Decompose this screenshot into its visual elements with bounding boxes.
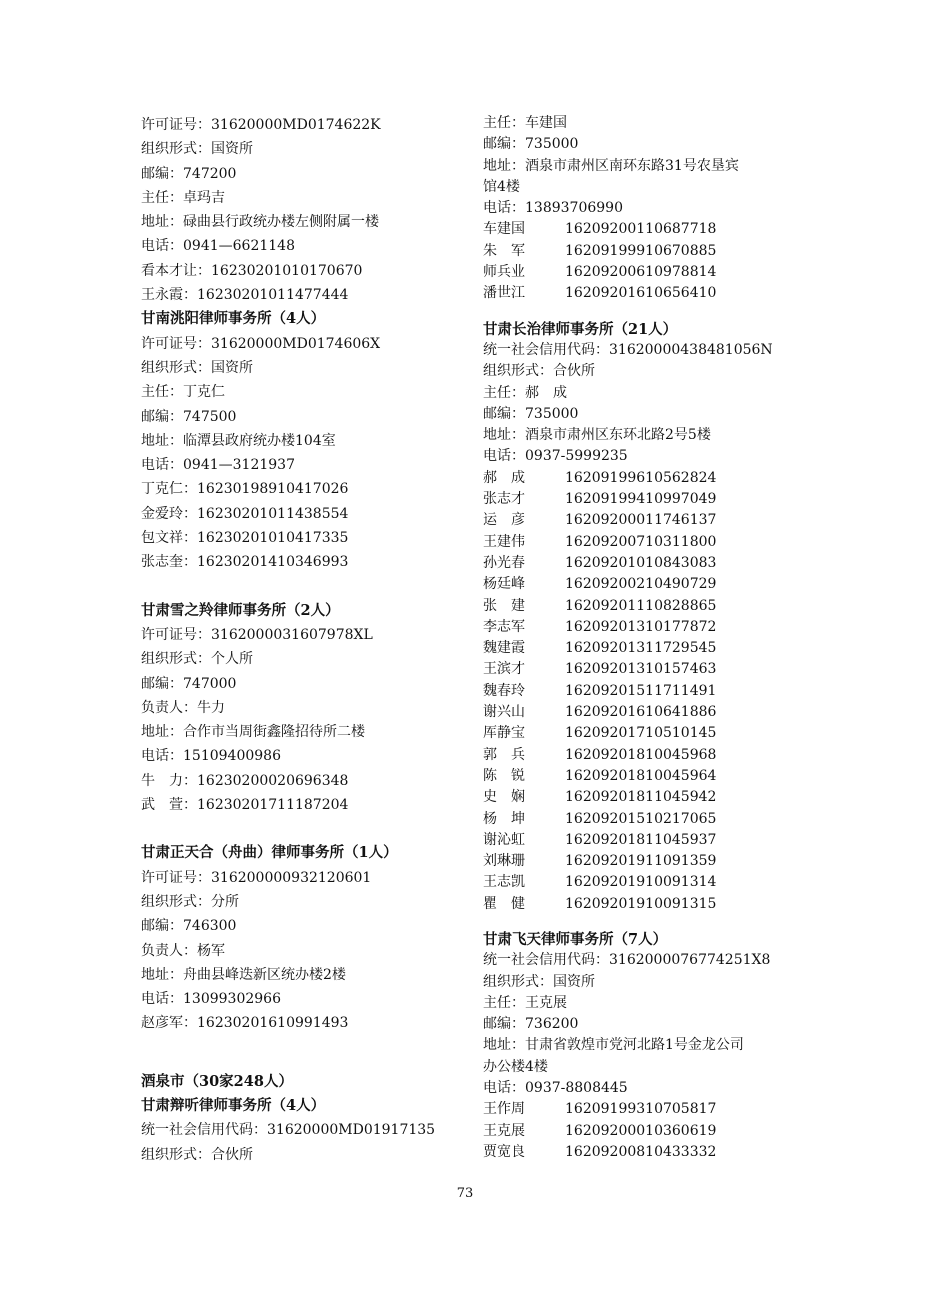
info-line: 邮编：735000	[483, 136, 579, 153]
member-license: 16209200710311800	[565, 533, 717, 550]
member-name: 孙光春	[483, 554, 525, 571]
member-name: 杨 坤	[483, 810, 525, 827]
member-name: 张志才	[483, 491, 525, 508]
member-row	[483, 1121, 813, 1142]
info-line: 邮编：747500	[141, 408, 237, 425]
info-line: 组织形式：分所	[141, 893, 239, 910]
info-line: 负责人：牛力	[141, 699, 225, 716]
info-line: 主任：卓玛吉	[141, 189, 225, 206]
member-license: 16209201810045968	[565, 746, 717, 763]
info-line: 牛 力：16230200020696348	[141, 772, 349, 789]
member-row	[483, 241, 813, 262]
left-column	[141, 113, 461, 1167]
info-line: 地址：舟曲县峰迭新区统办楼2楼	[141, 966, 346, 983]
info-line: 地址：合作市当周街鑫隆招待所二楼	[141, 724, 365, 741]
member-license: 16209201310177872	[565, 618, 717, 635]
info-line: 许可证号：31620000MD0174622K	[141, 117, 381, 133]
member-license: 16209201811045937	[565, 831, 717, 848]
info-line: 电话：13099302966	[141, 991, 281, 1008]
member-name: 谢兴山	[483, 704, 525, 721]
member-license: 16209200011746137	[565, 512, 717, 529]
info-line: 张志奎：16230201410346993	[141, 554, 349, 571]
member-license: 16209201610641886	[565, 704, 717, 721]
member-name: 郭 兵	[483, 746, 525, 763]
member-name: 魏春玲	[483, 682, 525, 699]
member-license: 16209201811045942	[565, 789, 717, 806]
member-license: 16209199610562824	[565, 469, 717, 486]
info-line: 邮编：747200	[141, 165, 237, 182]
member-license: 16209201310157463	[565, 661, 717, 678]
info-line: 许可证号：3162000031607978XL	[141, 626, 373, 643]
member-license: 16209200110687718	[565, 221, 717, 238]
member-license: 16209201510217065	[565, 810, 717, 827]
member-row	[483, 510, 813, 531]
member-name: 杨廷峰	[483, 576, 525, 593]
info-line: 组织形式：个人所	[141, 651, 253, 668]
info-line: 办公楼4楼	[483, 1058, 548, 1075]
member-row	[483, 702, 813, 723]
member-row	[483, 617, 813, 638]
member-name: 张 建	[483, 597, 525, 614]
info-line: 许可证号：316200000932120601	[141, 869, 372, 886]
member-row	[483, 638, 813, 659]
member-license: 16209201910091315	[565, 895, 717, 912]
info-line: 电话：0937-5999235	[483, 448, 628, 465]
firm-heading: 甘肃正天合（舟曲）律师事务所（1人）	[141, 844, 398, 862]
member-license: 16209199910670885	[565, 242, 717, 259]
member-license: 16209199310705817	[565, 1101, 717, 1118]
info-line: 电话：0937-8808445	[483, 1080, 628, 1097]
member-row	[483, 532, 813, 553]
info-line: 组织形式：合伙所	[141, 1146, 253, 1163]
member-name: 车建国	[483, 221, 525, 238]
member-name: 刘琳珊	[483, 853, 525, 870]
member-row	[483, 723, 813, 744]
info-line: 邮编：747000	[141, 675, 237, 692]
member-license: 16209200610978814	[565, 264, 717, 281]
member-license: 16209201311729545	[565, 640, 717, 657]
firm-block-continued	[141, 113, 461, 307]
city-heading: 酒泉市（30家248人）	[141, 1072, 293, 1090]
member-row	[483, 745, 813, 766]
member-row	[483, 894, 813, 915]
member-row	[483, 809, 813, 830]
info-line: 看本才让：16230201010170670	[141, 262, 363, 279]
member-license: 16209201010843083	[565, 554, 717, 571]
info-line: 电话：15109400986	[141, 748, 281, 765]
member-name: 陈 锐	[483, 767, 525, 784]
member-row	[483, 219, 813, 240]
info-line: 地址：酒泉市肃州区东环北路2号5楼	[483, 427, 711, 444]
member-license: 16209200010360619	[565, 1122, 717, 1139]
info-line: 组织形式：合伙所	[483, 363, 595, 380]
info-line: 包文祥：16230201010417335	[141, 530, 349, 547]
member-row	[483, 659, 813, 680]
member-name: 谢沁虹	[483, 831, 525, 848]
info-line: 主任：郝 成	[483, 384, 567, 401]
info-line: 馆4楼	[483, 178, 520, 195]
member-name: 贾宽良	[483, 1143, 525, 1160]
firm-block-zhengtianhe	[141, 841, 461, 1035]
member-name: 运 彦	[483, 512, 525, 529]
page-number: 73	[456, 1186, 474, 1201]
member-license: 16209201810045964	[565, 767, 717, 784]
info-line: 组织形式：国资所	[141, 141, 253, 158]
firm-heading: 甘肃雪之羚律师事务所（2人）	[141, 601, 340, 619]
member-name: 魏建霞	[483, 640, 525, 657]
info-line: 电话：0941—3121937	[141, 457, 295, 474]
member-name: 王作周	[483, 1101, 525, 1118]
member-row	[483, 1142, 813, 1163]
info-line: 组织形式：国资所	[483, 973, 595, 990]
firm-block-bianting	[141, 1094, 461, 1167]
info-line: 主任：丁克仁	[141, 384, 225, 401]
member-name: 王滨才	[483, 661, 525, 678]
info-line: 武 萱：16230201711187204	[141, 797, 349, 814]
member-license: 16209201911091359	[565, 853, 717, 870]
info-line: 金爱玲：16230201011438554	[141, 505, 349, 522]
member-row	[483, 553, 813, 574]
info-line: 主任：王克展	[483, 994, 567, 1011]
member-license: 16209201710510145	[565, 725, 717, 742]
info-line: 邮编：735000	[483, 405, 579, 422]
info-line: 负责人：杨军	[141, 942, 225, 959]
info-line: 电话：0941—6621148	[141, 238, 295, 255]
firm-heading: 甘肃飞天律师事务所（7人）	[483, 930, 668, 948]
info-line: 邮编：746300	[141, 918, 237, 935]
info-line: 组织形式：国资所	[141, 359, 253, 376]
member-license: 16209201110828865	[565, 597, 717, 614]
info-line: 地址：酒泉市肃州区南环东路31号农垦宾	[483, 157, 739, 174]
info-line: 赵彦军：16230201610991493	[141, 1015, 349, 1032]
firm-heading: 甘南洮阳律师事务所（4人）	[141, 310, 326, 328]
member-row	[483, 262, 813, 283]
member-row	[483, 596, 813, 617]
member-license: 16209201910091314	[565, 874, 717, 891]
firm-block-taoyang	[141, 307, 461, 574]
member-row	[483, 574, 813, 595]
member-name: 王建伟	[483, 533, 525, 550]
member-name: 王克展	[483, 1122, 525, 1139]
info-line: 王永霞：16230201011477444	[141, 287, 349, 304]
right-column	[483, 113, 813, 1163]
member-name: 郝 成	[483, 469, 525, 486]
info-line: 邮编：736200	[483, 1016, 579, 1033]
firm-block-changzhi	[483, 319, 813, 915]
info-line: 统一社会信用代码：31620000438481056N	[483, 341, 773, 358]
info-line: 地址：临潭县政府统办楼104室	[141, 432, 336, 449]
member-license: 16209201511711491	[565, 682, 717, 699]
member-row	[483, 872, 813, 893]
member-license: 16209199410997049	[565, 491, 717, 508]
firm-block-continued	[483, 113, 813, 305]
member-row	[483, 489, 813, 510]
member-license: 16209200210490729	[565, 576, 717, 593]
member-row	[483, 468, 813, 489]
firm-heading: 甘肃长治律师事务所（21人）	[483, 320, 678, 338]
firm-heading: 甘肃辩听律师事务所（4人）	[141, 1096, 326, 1114]
info-line: 地址：碌曲县行政统办楼左侧附属一楼	[141, 214, 379, 231]
member-row	[483, 766, 813, 787]
info-line: 丁克仁：16230198910417026	[141, 481, 349, 498]
member-name: 王志凯	[483, 874, 525, 891]
member-row	[483, 681, 813, 702]
member-name: 朱 军	[483, 242, 525, 259]
info-line: 主任：车建国	[483, 115, 567, 131]
firm-block-xuezhiling	[141, 599, 461, 818]
firm-block-feitian	[483, 929, 813, 1163]
info-line: 统一社会信用代码：31620000MD01917135	[141, 1122, 436, 1139]
info-line: 地址：甘肃省敦煌市党河北路1号金龙公司	[483, 1037, 744, 1054]
info-line: 许可证号：31620000MD0174606X	[141, 335, 381, 352]
member-license: 16209200810433332	[565, 1143, 717, 1160]
member-row	[483, 830, 813, 851]
member-name: 厍静宝	[483, 725, 525, 742]
member-row	[483, 283, 813, 304]
member-row	[483, 851, 813, 872]
member-name: 李志军	[483, 618, 525, 635]
info-line: 统一社会信用代码：3162000076774251X8	[483, 952, 771, 969]
member-row	[483, 1099, 813, 1120]
member-license: 16209201610656410	[565, 285, 717, 302]
member-name: 潘世江	[483, 285, 525, 302]
member-name: 史 娴	[483, 789, 525, 806]
member-name: 瞿 健	[483, 895, 525, 912]
member-name: 师兵业	[483, 264, 525, 281]
member-row	[483, 787, 813, 808]
info-line: 电话：13893706990	[483, 200, 623, 217]
